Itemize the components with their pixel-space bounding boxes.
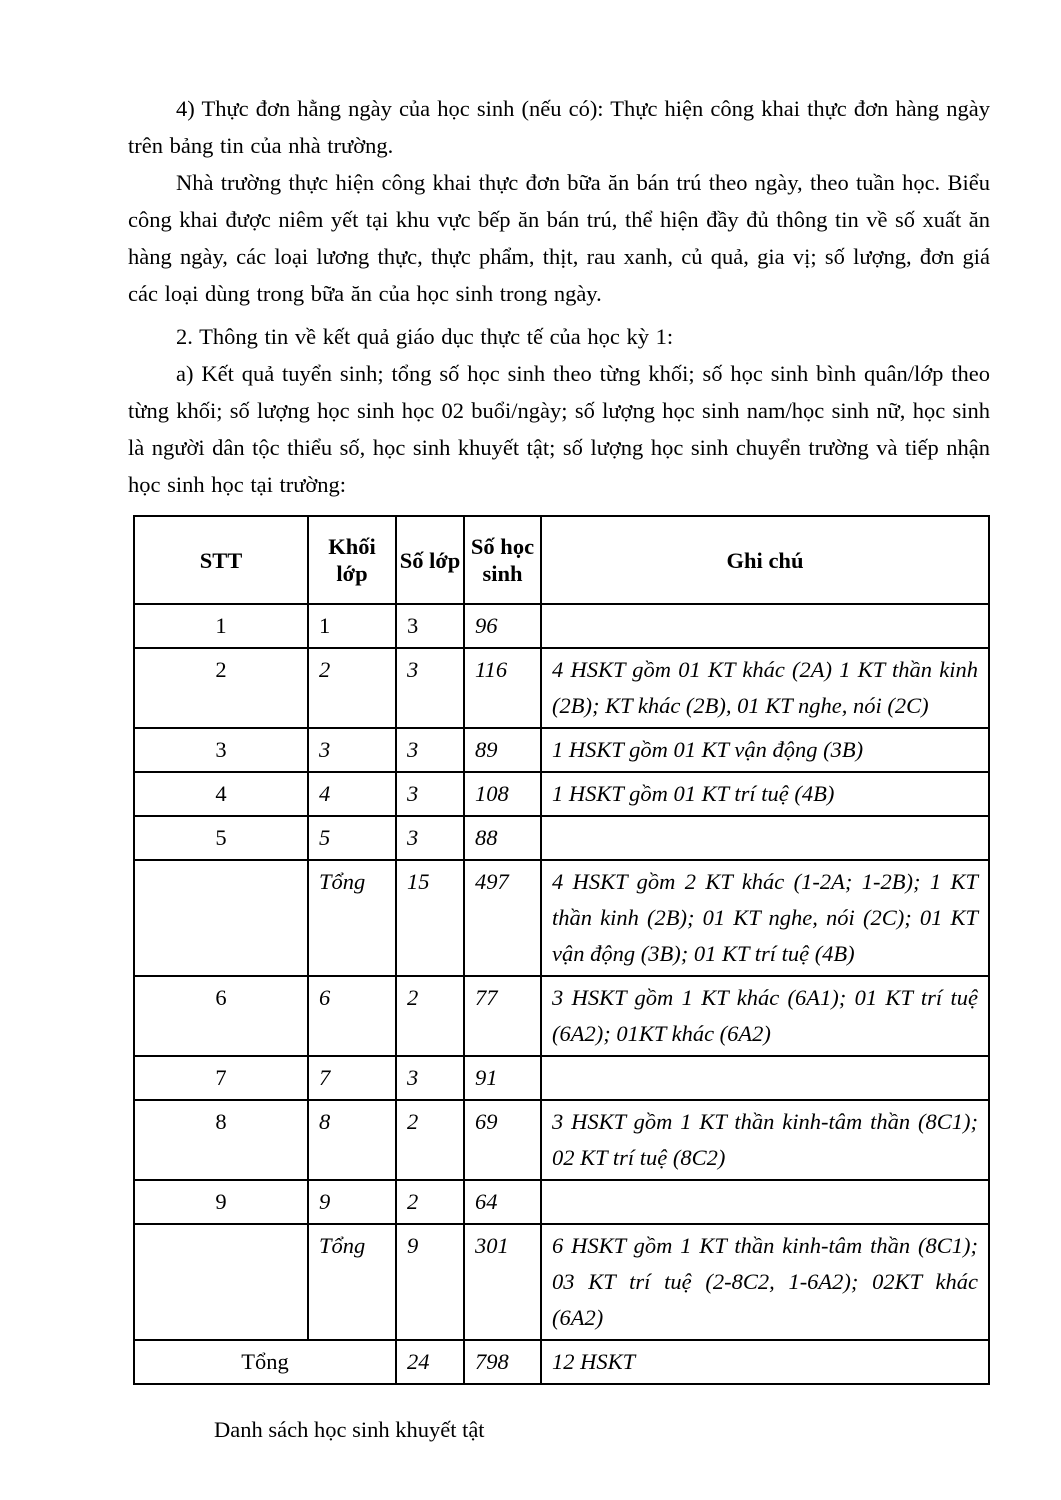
table-row — [134, 728, 989, 772]
table-cell: 9 — [134, 1180, 308, 1224]
table-cell: 4 — [134, 772, 308, 816]
table-row — [134, 976, 989, 1056]
table-cell: 1 — [134, 604, 308, 648]
table-cell: 1 — [308, 604, 396, 648]
table-cell: 3 — [396, 648, 464, 728]
table-cell — [134, 860, 308, 976]
table-cell: 2 — [396, 1180, 464, 1224]
table-cell — [541, 604, 989, 648]
header-khoi-lop: Khối lớp — [308, 516, 396, 604]
table-cell: 108 — [464, 772, 541, 816]
table-cell: 3 — [396, 816, 464, 860]
table-cell: 2 — [308, 648, 396, 728]
table-cell: 116 — [464, 648, 541, 728]
table-cell: 5 — [134, 816, 308, 860]
disabled-students-list-caption: Danh sách học sinh khuyết tật — [214, 1417, 485, 1442]
table-row — [134, 1224, 989, 1340]
table-row — [134, 1180, 989, 1224]
table-cell: 69 — [464, 1100, 541, 1180]
student-stats-table — [133, 515, 990, 1385]
table-cell: 301 — [464, 1224, 541, 1340]
table-cell: 497 — [464, 860, 541, 976]
header-ghi-chu: Ghi chú — [541, 516, 989, 604]
table-cell: Tổng — [308, 860, 396, 976]
table-row — [134, 1340, 989, 1384]
table-cell: 2 — [396, 976, 464, 1056]
table-cell: 3 HSKT gồm 1 KT thần kinh-tâm thần (8C1); 02 KT trí tuệ (8C2) — [541, 1100, 989, 1180]
header-so-lop: Số lớp — [396, 516, 464, 604]
table-row — [134, 772, 989, 816]
table-cell: 77 — [464, 976, 541, 1056]
table-cell: 24 — [396, 1340, 464, 1384]
table-cell: 4 — [308, 772, 396, 816]
table-cell: 2 — [134, 648, 308, 728]
table-cell — [134, 1224, 308, 1340]
table-row — [134, 1056, 989, 1100]
table-row — [134, 648, 989, 728]
table-cell: 3 — [308, 728, 396, 772]
table-cell: 3 — [396, 728, 464, 772]
table-cell: 4 HSKT gồm 2 KT khác (1-2A; 1-2B); 1 KT thần kinh (2B); 01 KT nghe, nói (2C); 01 KT vận động (3B); 01 KT trí tuệ (4B) — [541, 860, 989, 976]
table-cell: 3 — [396, 772, 464, 816]
table-row — [134, 1100, 989, 1180]
table-cell: 3 — [396, 1056, 464, 1100]
table-cell: 8 — [308, 1100, 396, 1180]
table-cell: 6 — [308, 976, 396, 1056]
table-cell: 88 — [464, 816, 541, 860]
table-cell: 12 HSKT — [541, 1340, 989, 1384]
table-cell: 91 — [464, 1056, 541, 1100]
table-cell: 798 — [464, 1340, 541, 1384]
table-cell: 8 — [134, 1100, 308, 1180]
table-cell: 9 — [396, 1224, 464, 1340]
table-cell: 3 HSKT gồm 1 KT khác (6A1); 01 KT trí tuệ (6A2); 01KT khác (6A2) — [541, 976, 989, 1056]
header-stt: STT — [134, 516, 308, 604]
table-cell — [541, 1056, 989, 1100]
table-row — [134, 604, 989, 648]
table-cell: 7 — [134, 1056, 308, 1100]
header-so-hoc-sinh: Số học sinh — [464, 516, 541, 604]
paragraph-menu-publication: Nhà trường thực hiện công khai thực đơn bữa ăn bán trú theo ngày, theo tuần học. Biểu công khai được niêm yết tại khu vực bếp ăn bán trú, thể hiện đầy đủ thông tin về số xuất ăn hàng ngày, các loại lương thực, thực phẩm, thịt, rau xanh, củ quả, gia vị; số lượng, đơn giá các loại dùng trong bữa ăn của học sinh trong ngày. — [128, 170, 990, 306]
table-row — [134, 816, 989, 860]
table-cell: 9 — [308, 1180, 396, 1224]
table-cell: 4 HSKT gồm 01 KT khác (2A) 1 KT thần kinh (2B); KT khác (2B), 01 KT nghe, nói (2C) — [541, 648, 989, 728]
table-header-row — [134, 516, 989, 604]
table-cell: 1 HSKT gồm 01 KT trí tuệ (4B) — [541, 772, 989, 816]
table-cell: 5 — [308, 816, 396, 860]
table-cell: 1 HSKT gồm 01 KT vận động (3B) — [541, 728, 989, 772]
section-heading-education-results: 2. Thông tin về kết quả giáo dục thực tế của học kỳ 1: — [176, 324, 674, 349]
table-cell — [541, 1180, 989, 1224]
table-cell: 89 — [464, 728, 541, 772]
table-cell: 96 — [464, 604, 541, 648]
table-cell: 2 — [396, 1100, 464, 1180]
table-cell: 3 — [396, 604, 464, 648]
paragraph-enrollment-description: a) Kết quả tuyển sinh; tổng số học sinh theo từng khối; số học sinh bình quân/lớp theo từng khối; số lượng học sinh học 02 buổi/ngày; số lượng học sinh nam/học sinh nữ, học sinh là người dân tộc thiểu số, học sinh khuyết tật; số lượng học sinh chuyển trường và tiếp nhận học sinh học tại trường: — [128, 361, 990, 497]
table-cell: Tổng — [308, 1224, 396, 1340]
table-cell: 6 HSKT gồm 1 KT thần kinh-tâm thần (8C1); 03 KT trí tuệ (2-8C2, 1-6A2); 02KT khác (6A2) — [541, 1224, 989, 1340]
table-cell: 64 — [464, 1180, 541, 1224]
table-cell: Tổng — [134, 1340, 396, 1384]
table-cell: 6 — [134, 976, 308, 1056]
table-row — [134, 860, 989, 976]
table-cell: 3 — [134, 728, 308, 772]
table-cell — [541, 816, 989, 860]
table-cell: 7 — [308, 1056, 396, 1100]
paragraph-menu-daily: 4) Thực đơn hằng ngày của học sinh (nếu có): Thực hiện công khai thực đơn hàng ngày trên bảng tin của nhà trường. — [128, 96, 990, 158]
table-cell: 15 — [396, 860, 464, 976]
